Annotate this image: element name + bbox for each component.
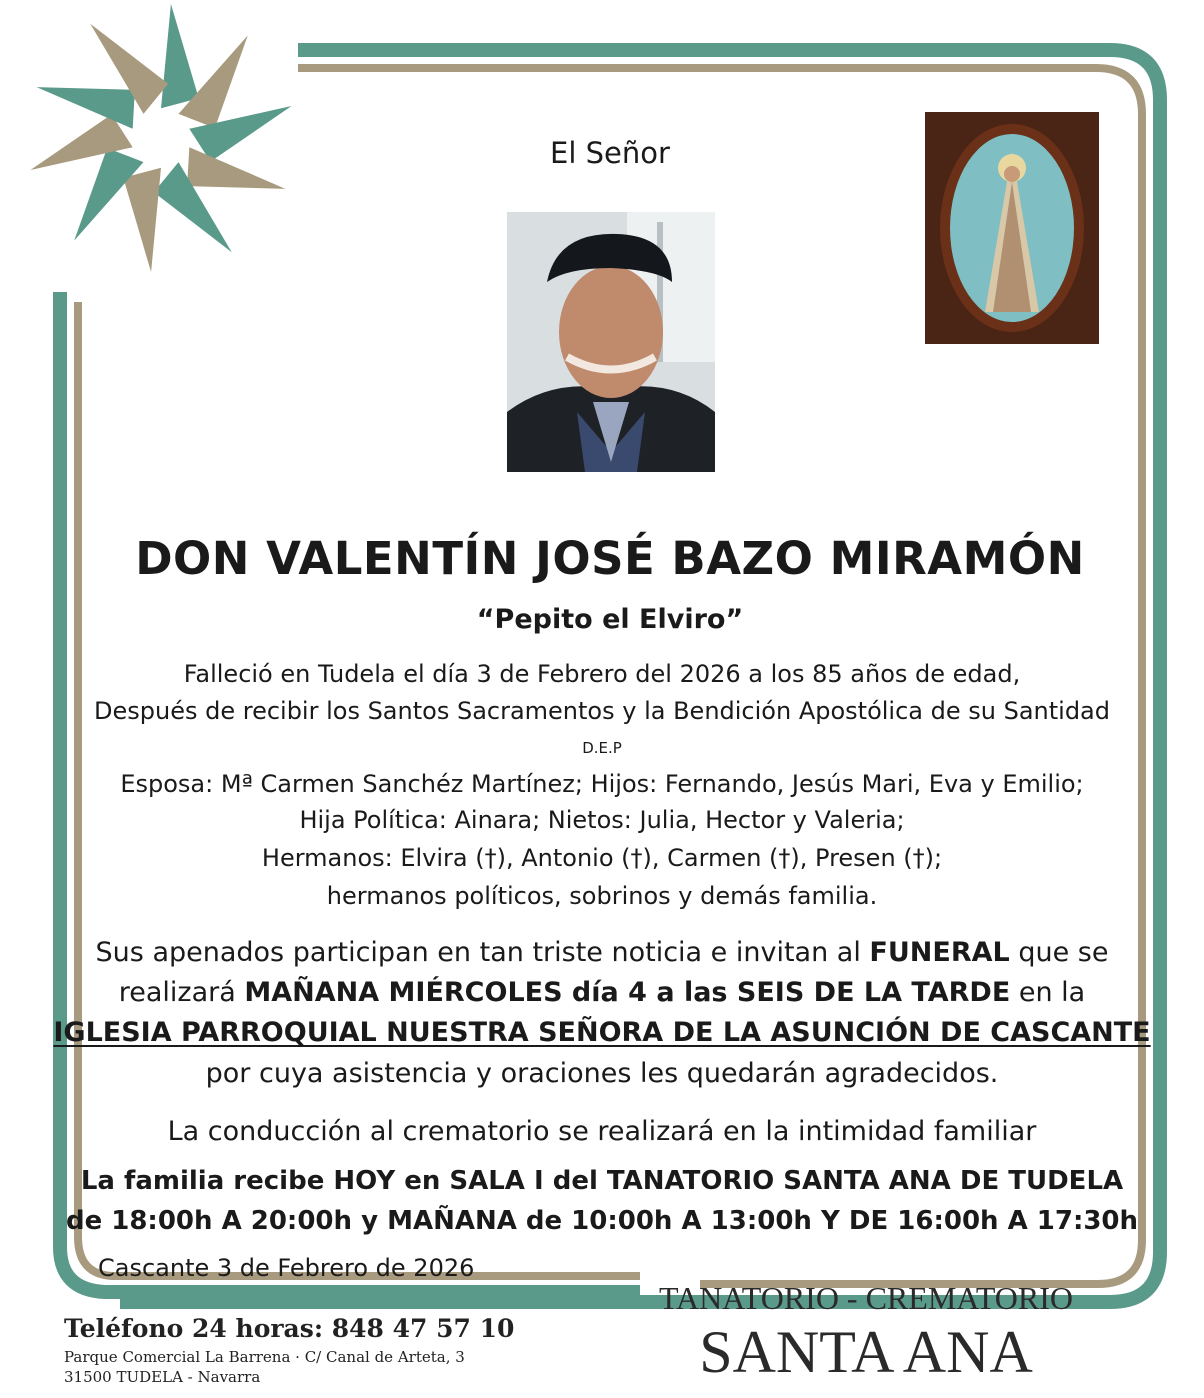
religious-image bbox=[925, 112, 1099, 344]
family-line: Hermanos: Elvira (†), Antonio (†), Carmen (†), Presen (†); bbox=[261, 844, 943, 872]
dep-label: D.E.P bbox=[582, 739, 622, 757]
reception-hours-line: de 18:00h A 20:00h y MAÑANA de 10:00h A 13:00h Y DE 16:00h A 17:30h bbox=[65, 1206, 1139, 1236]
family-line: Hija Política: Ainara; Nietos: Julia, Hector y Valeria; bbox=[299, 806, 905, 834]
place-and-date: Cascante 3 de Febrero de 2026 bbox=[98, 1254, 475, 1282]
family-line: hermanos políticos, sobrinos y demás familia. bbox=[326, 882, 878, 910]
funeral-emphasis: FUNERAL bbox=[869, 937, 1010, 968]
deceased-nickname: “Pepito el Elviro” bbox=[476, 604, 744, 635]
phone-number: Teléfono 24 horas: 848 47 57 10 bbox=[64, 1314, 515, 1343]
church-name: IGLESIA PARROQUIAL NUESTRA SEÑORA DE LA ASUNCIÓN DE CASCANTE bbox=[53, 1017, 1151, 1048]
death-notice-line: Falleció en Tudela el día 3 de Febrero del 2026 a los 85 años de edad, bbox=[183, 660, 1021, 688]
funeral-text: que se bbox=[1009, 937, 1109, 968]
funeral-datetime: MAÑANA MIÉRCOLES día 4 a las SEIS DE LA TARDE bbox=[244, 977, 1011, 1008]
funeral-text: Sus apenados participan en tan triste noticia e invitan al bbox=[95, 937, 870, 968]
deceased-portrait bbox=[507, 212, 715, 472]
funeral-text: realizará bbox=[118, 977, 245, 1008]
brand-subtitle: TANATORIO - CREMATORIO bbox=[658, 1280, 1074, 1316]
reception-line: La familia recibe HOY en SALA I del TANATORIO SANTA ANA DE TUDELA bbox=[80, 1166, 1124, 1196]
funeral-time-line bbox=[0, 977, 1204, 1008]
deceased-name: DON VALENTÍN JOSÉ BAZO MIRAMÓN bbox=[135, 532, 1085, 585]
brand-name: SANTA ANA bbox=[699, 1319, 1033, 1385]
funeral-text: en la bbox=[1010, 977, 1086, 1008]
honorific-label: El Señor bbox=[550, 136, 670, 170]
funeral-church bbox=[0, 1017, 1204, 1048]
gratitude-line: por cuya asistencia y oraciones les quedarán agradecidos. bbox=[205, 1058, 999, 1089]
address-line: Parque Comercial La Barrena · C/ Canal de Arteta, 3 bbox=[64, 1348, 465, 1366]
sacraments-line: Después de recibir los Santos Sacramentos y la Bendición Apostólica de su Santidad bbox=[94, 697, 1110, 725]
cremation-line: La conducción al crematorio se realizará en la intimidad familiar bbox=[167, 1116, 1037, 1147]
funeral-invitation-line bbox=[0, 937, 1204, 968]
address-line: 31500 TUDELA - Navarra bbox=[64, 1368, 261, 1386]
star-flower-logo-icon bbox=[22, 2, 300, 274]
family-line: Esposa: Mª Carmen Sanchéz Martínez; Hijos: Fernando, Jesús Mari, Eva y Emilio; bbox=[120, 770, 1084, 798]
